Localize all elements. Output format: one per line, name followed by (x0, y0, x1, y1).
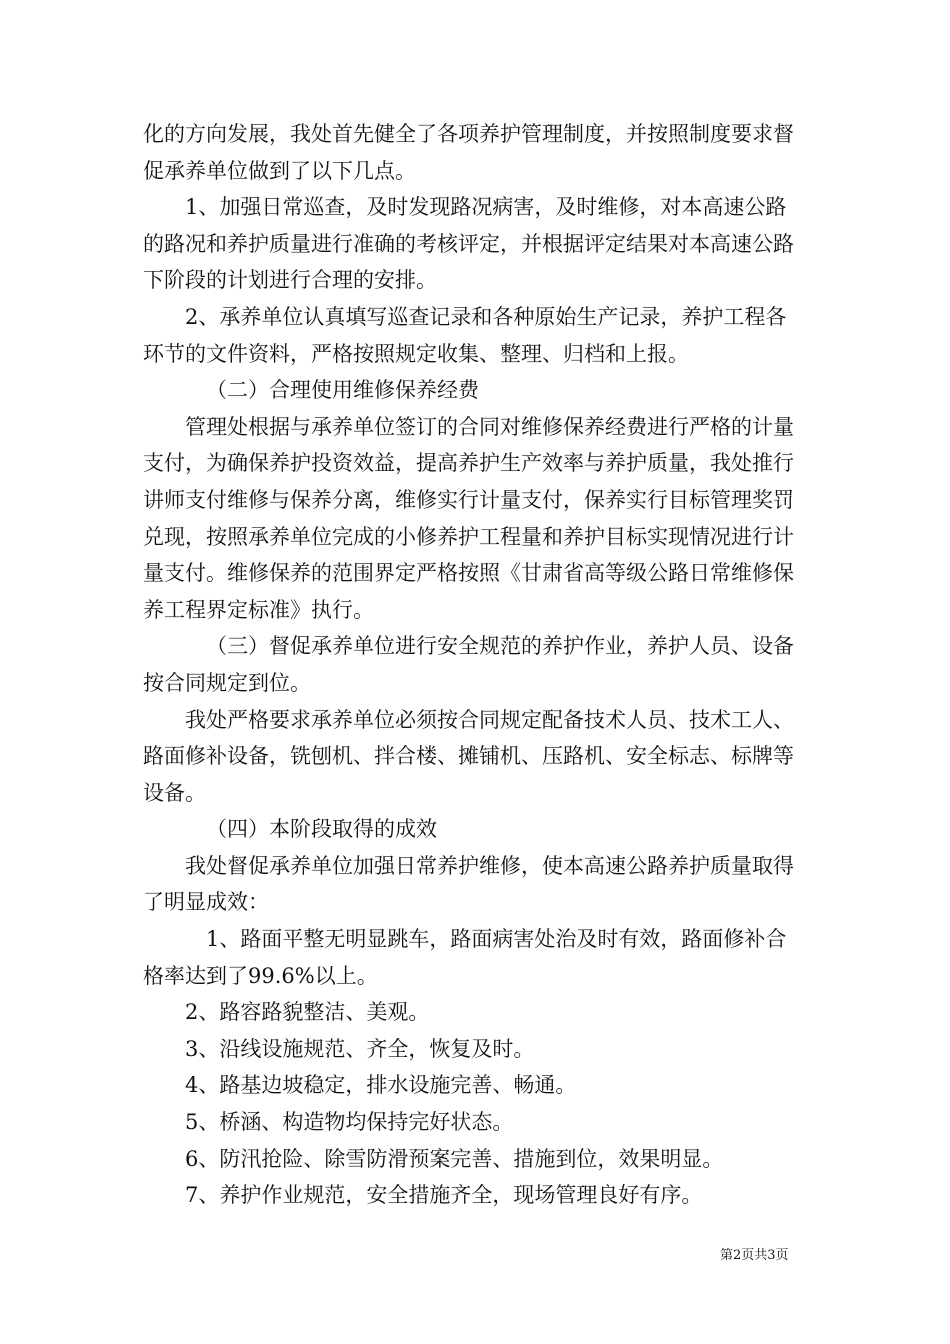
paragraph-1: 化的方向发展，我处首先健全了各项养护管理制度，并按照制度要求督促承养单位做到了以下几点。 (143, 122, 794, 183)
result-item-5: 5、桥涵、构造物均保持完好状态。 (185, 1110, 514, 1135)
result-item-4: 4、路基边坡稳定，排水设施完善、畅通。 (185, 1073, 577, 1098)
page-number-footer: 第2页共3页 (720, 1248, 789, 1263)
paragraph-3: 2、承养单位认真填写巡查记录和各种原始生产记录，养护工程各环节的文件资料，严格按照规定收集、整理、归档和上报。 (143, 304, 787, 366)
paragraph-5: 我处严格要求承养单位必须按合同规定配备技术人员、技术工人、路面修补设备，铣刨机、拌合楼、摊铺机、压路机、安全标志、标牌等设备。 (143, 707, 794, 805)
result-item-1: 1、路面平整无明显跳车，路面病害处治及时有效，路面修补合格率达到了99.6%以上。 (143, 927, 787, 988)
paragraph-6: 我处督促承养单位加强日常养护维修，使本高速公路养护质量取得了明显成效： (143, 853, 794, 915)
section-heading-3: （三）督促承养单位进行安全规范的养护作业，养护人员、设备按合同规定到位。 (143, 634, 794, 695)
result-item-3: 3、沿线设施规范、齐全，恢复及时。 (185, 1036, 535, 1061)
section-heading-4: （四）本阶段取得的成效 (206, 817, 437, 842)
result-item-6: 6、防汛抢险、除雪防滑预案完善、措施到位，效果明显。 (185, 1146, 724, 1171)
section-heading-2: （二）合理使用维修保养经费 (206, 378, 479, 403)
paragraph-2: 1、加强日常巡查，及时发现路况病害，及时维修，对本高速公路的路况和养护质量进行准确的考核评定，并根据评定结果对本高速公路下阶段的计划进行合理的安排。 (143, 195, 794, 293)
result-item-7: 7、养护作业规范，安全措施齐全，现场管理良好有序。 (185, 1183, 703, 1208)
document-body (143, 116, 807, 1214)
result-item-2: 2、路容路貌整洁、美观。 (185, 1000, 430, 1025)
paragraph-4: 管理处根据与承养单位签订的合同对维修保养经费进行严格的计量支付，为确保养护投资效益，提高养护生产效率与养护质量，我处推行讲师支付维修与保养分离，维修实行计量支付，保养实行目标管理奖罚兑现，按照承养单位完成的小修养护工程量和养护目标实现情况进行计量支付。维修保养的范围界定严格按照《甘肃省高等级公路日常维修保养工程界定标准》执行。 (143, 414, 794, 622)
